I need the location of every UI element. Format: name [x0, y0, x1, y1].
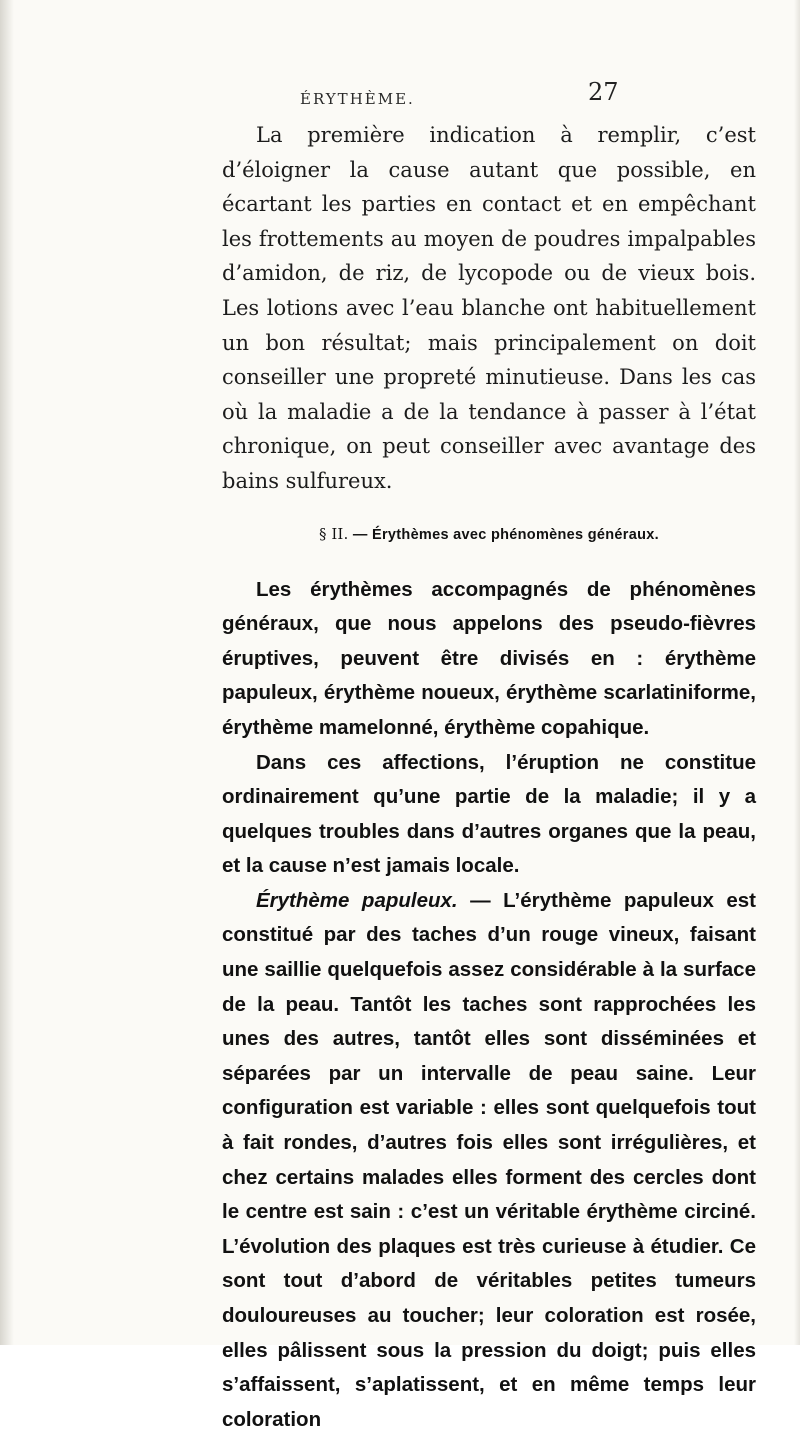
paragraph-intro: Les érythèmes accompagnés de phénomènes généraux, que nous appelons des pseudo-fièvres éruptives, peuvent être divisés en : érythème papuleux, érythème noueux, érythème scarlatiniforme, érythème mamelonné, érythème copahique.	[222, 577, 756, 739]
section-title: Érythèmes avec phénomènes généraux.	[372, 526, 659, 543]
page-gutter-shadow	[0, 0, 14, 1345]
paragraph-affections: Dans ces affections, l’éruption ne constitue ordinairement qu’une partie de la maladie; il y a quelques troubles dans d’autres organes que la peau, et la cause n’est jamais locale.	[222, 750, 756, 878]
paragraph-treatment: La première indication à remplir, c’est d’éloigner la cause autant que possible, en écartant les parties en contact et en empêchant les frottements au moyen de poudres impalpables d’amidon, de riz, de lycopode ou de vieux bois. Les lotions avec l’eau blanche ont habituellement un bon résultat; mais principalement on doit conseiller une propreté minutieuse. Dans les cas où la maladie a de la tendance à passer à l’état chronique, on peut conseiller avec avantage des bains sulfureux.	[222, 123, 756, 493]
page-edge	[794, 0, 800, 1345]
page-number: 27	[588, 78, 619, 106]
running-header	[0, 78, 800, 108]
section-dash: —	[352, 526, 368, 543]
section-heading	[222, 527, 756, 543]
subsection-term: Érythème papuleux.	[256, 888, 458, 912]
running-title: ÉRYTHÈME.	[300, 90, 415, 108]
section-mark: § II.	[319, 526, 349, 543]
paragraph-papular	[222, 884, 756, 1437]
subsection-text: — L’érythème papuleux est constitué par des taches d’un rouge vineux, faisant une saillie quelquefois assez considérable à la surface de la peau. Tantôt les taches sont rapprochées les unes des autres, tantôt elles sont disséminées et séparées par un intervalle de peau saine. Leur configuration est variable : elles sont quelquefois tout à fait rondes, d’autres fois elles sont irrégulières, et chez certains malades elles forment des cercles dont le centre est sain : c’est un véritable érythème circiné. L’évolution des plaques est très curieuse à étudier. Ce sont tout d’abord de véritables petites tumeurs douloureuses au toucher; leur coloration est rosée, elles pâlissent sous la pression du doigt; puis elles s’affaissent, s’aplatissent, et en même temps leur coloration	[222, 888, 756, 1431]
body-text	[222, 118, 756, 1437]
